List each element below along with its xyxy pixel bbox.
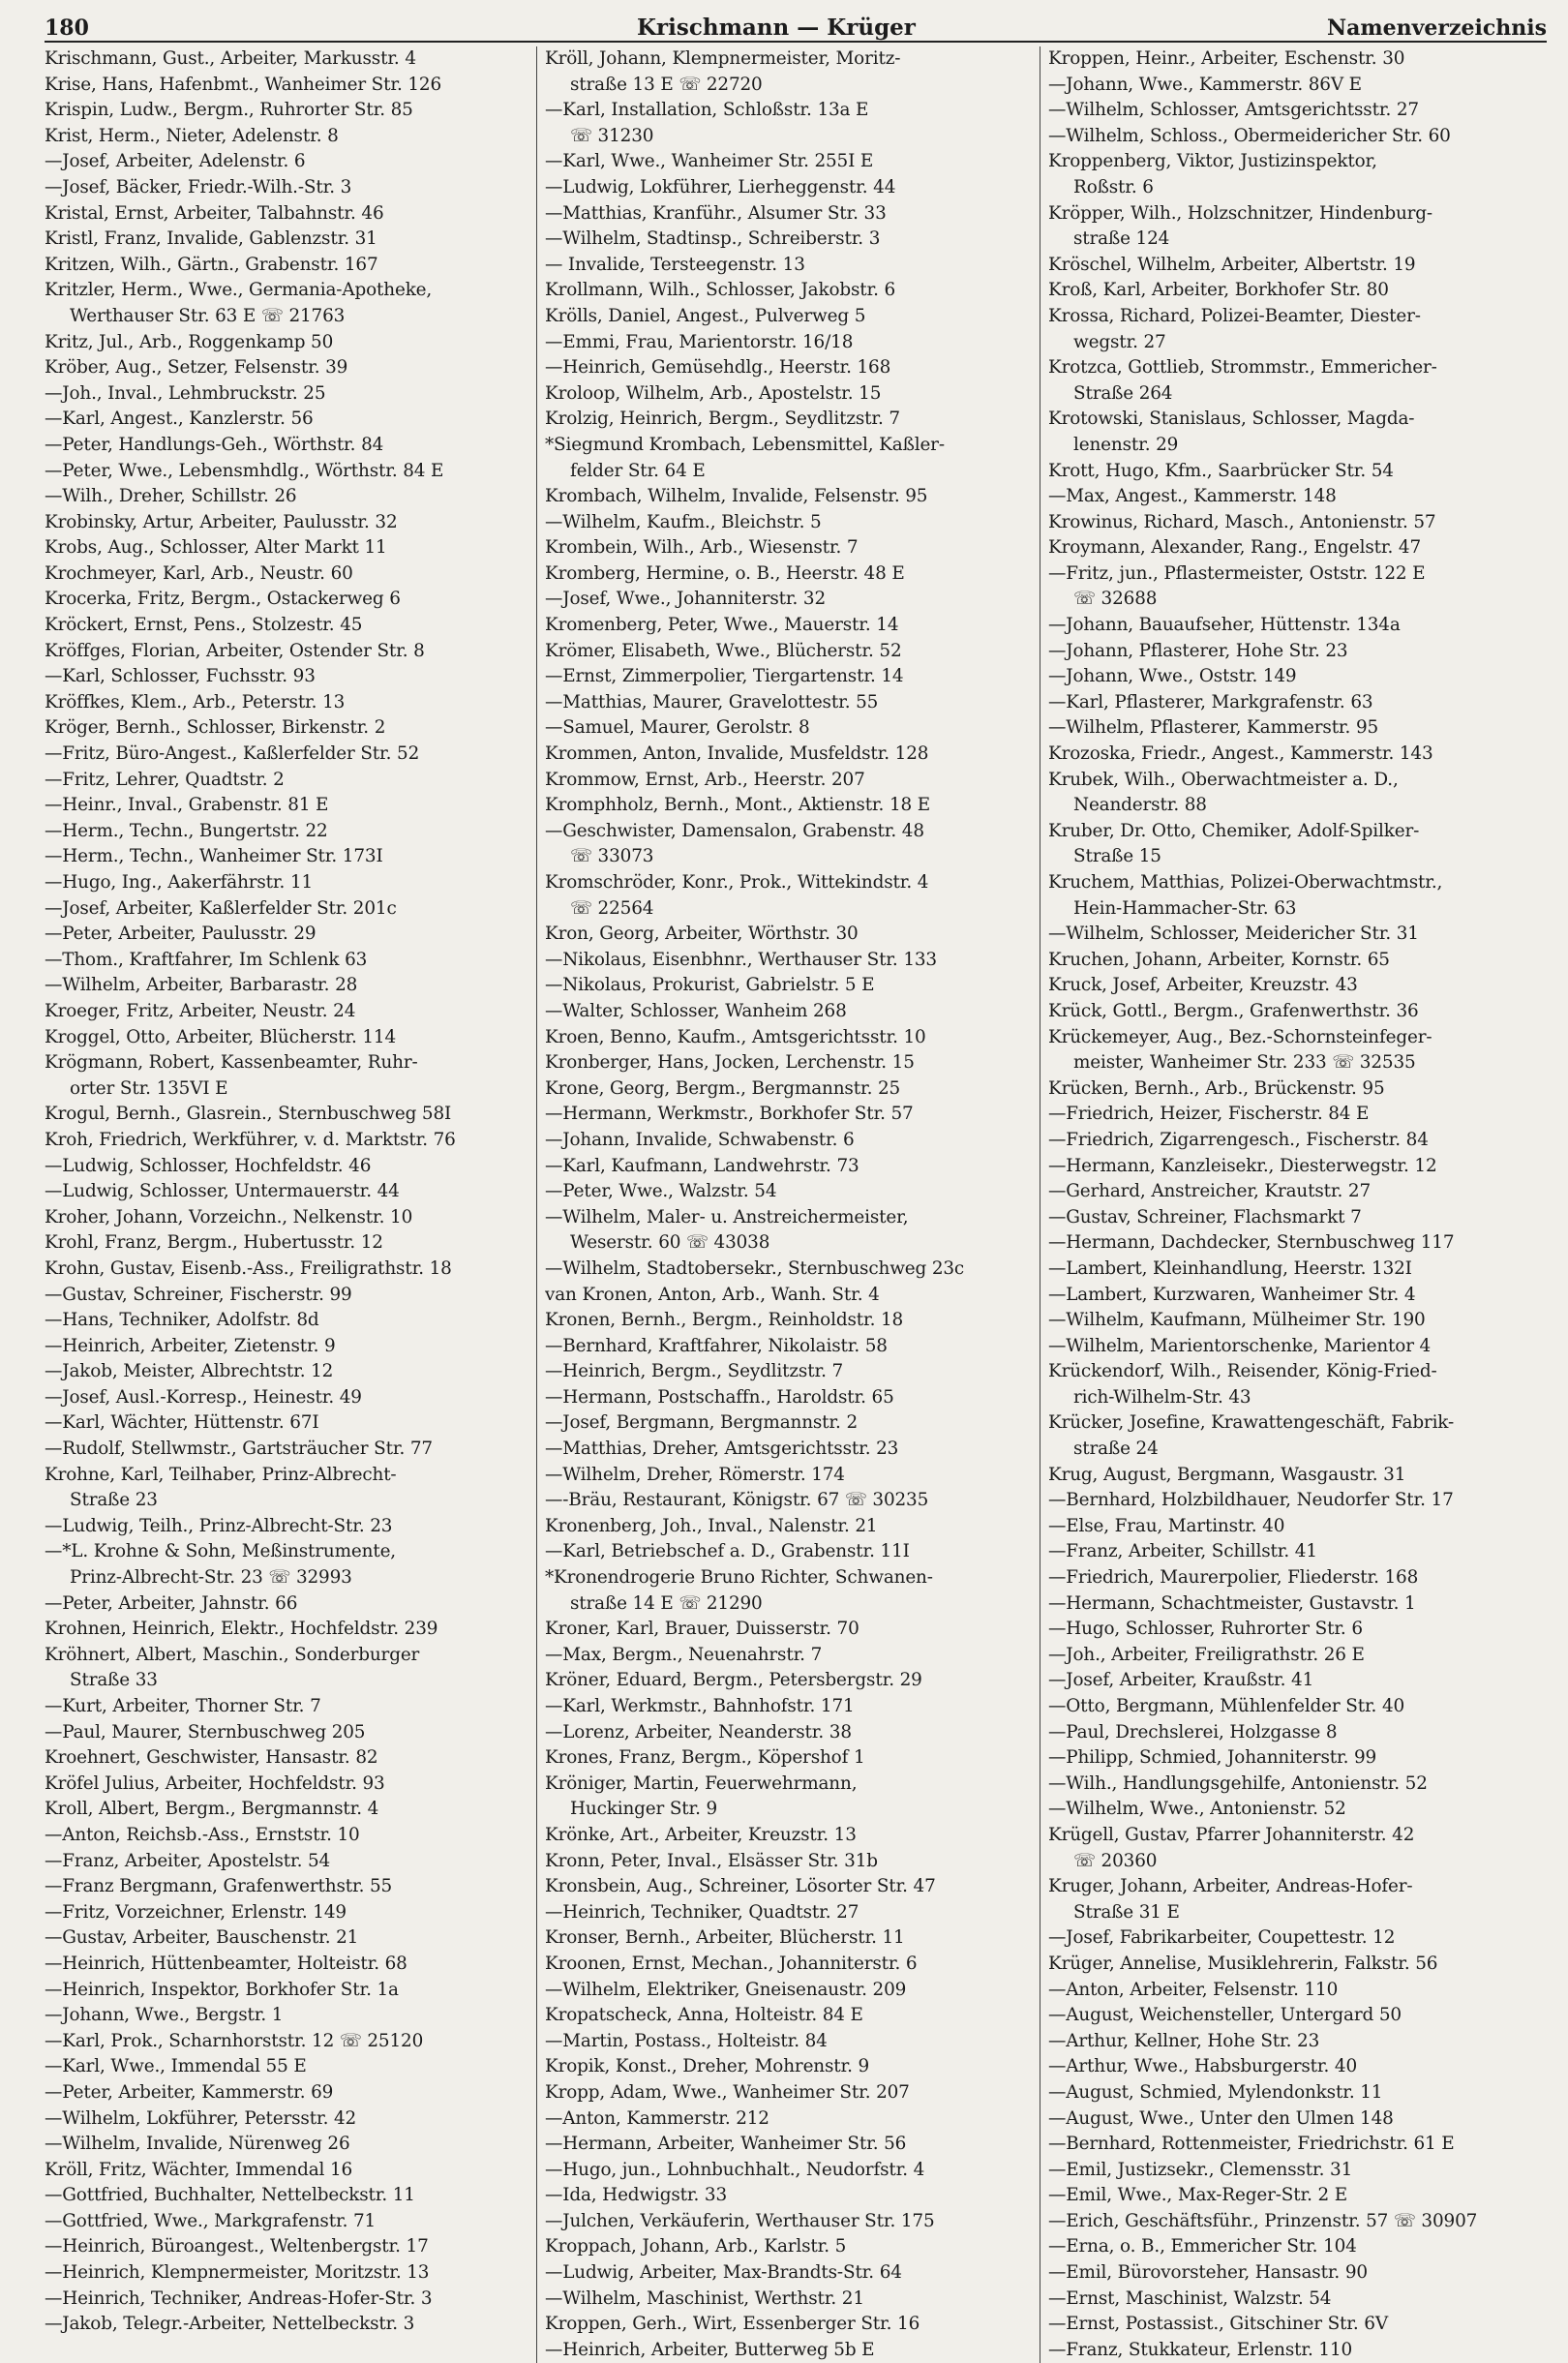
directory-entry-line: Krück, Gottl., Bergm., Grafenwerthstr. 36 [1048,1000,1419,1021]
directory-entry-line: *Siegmund Krombach, Lebensmittel, Kaßler- [545,434,945,455]
directory-entry-line: Kronen, Bernh., Bergm., Reinholdstr. 18 [545,1310,904,1331]
directory-entry-line: Kröniger, Martin, Feuerwehrmann, [545,1772,858,1794]
directory-entry-line: —Josef, Arbeiter, Adelenstr. 6 [45,151,306,172]
directory-entry-line: —Arthur, Kellner, Hohe Str. 23 [1048,2030,1320,2051]
directory-entry-line: —Wilhelm, Schloss., Obermeidericher Str. 60 [1048,125,1451,146]
directory-entry-line: —Josef, Arbeiter, Kraußstr. 41 [1048,1670,1314,1691]
directory-entry-line: Kroymann, Alexander, Rang., Engelstr. 47 [1048,537,1422,559]
directory-entry-line: —Johann, Bauaufseher, Hüttenstr. 134a [1048,615,1401,636]
directory-entry-line: Kropatscheck, Anna, Holteistr. 84 E [545,2005,863,2026]
directory-entry-line: straße 24 [1073,1439,1159,1460]
directory-entry-line: —Karl, Kaufmann, Landwehrstr. 73 [545,1155,859,1176]
directory-entry-line: Kröner, Eduard, Bergm., Petersbergstr. 29 [545,1670,922,1691]
directory-entry-line: —Nikolaus, Eisenbhnr., Werthauser Str. 133 [545,949,937,970]
directory-entry-line: Krolzig, Heinrich, Bergm., Seydlitzstr. 7 [545,409,900,430]
directory-entry-line: —Max, Bergm., Neuenahrstr. 7 [545,1644,823,1665]
directory-entry-line: Krott, Hugo, Kfm., Saarbrücker Str. 54 [1048,460,1394,481]
directory-entry-line: Straße 15 [1073,846,1161,867]
directory-entry-line: —Emil, Wwe., Max-Reger-Str. 2 E [1048,2185,1347,2206]
directory-entry-line: Kroppen, Heinr., Arbeiter, Eschenstr. 30 [1048,48,1405,69]
directory-entry-line: —Friedrich, Maurerpolier, Fliederstr. 168 [1048,1567,1419,1589]
directory-entry-line: Kromberg, Hermine, o. B., Heerstr. 48 E [545,562,905,584]
directory-entry-line: Weserstr. 60 ☏ 43038 [570,1232,770,1254]
directory-entry-line: —Gustav, Schreiner, Flachsmarkt 7 [1048,1206,1362,1227]
directory-entry-line: —Peter, Wwe., Lebensmhdlg., Wörthstr. 84 E [45,460,444,481]
directory-entry-line: —Gottfried, Wwe., Markgrafenstr. 71 [45,2210,377,2231]
directory-entry-line: —Lambert, Kleinhandlung, Heerstr. 132I [1048,1257,1412,1279]
directory-entry-line: lenenstr. 29 [1073,434,1179,455]
directory-entry-line: —Anton, Reichsb.-Ass., Ernststr. 10 [45,1824,360,1845]
directory-entry-line: Straße 31 E [1073,1901,1180,1923]
directory-entry-line: ☏ 22564 [570,897,654,919]
directory-entry-line: —Heinrich, Arbeiter, Butterweg 5b E [545,2339,875,2360]
directory-entry-line: —August, Wwe., Unter den Ulmen 148 [1048,2107,1394,2129]
directory-entry-line: Krücken, Bernh., Arb., Brückenstr. 95 [1048,1077,1385,1099]
directory-entry-line: felder Str. 64 E [570,460,706,481]
directory-entry-line: —Hugo, jun., Lohnbuchhalt., Neudorfstr. 4 [545,2159,925,2180]
directory-entry-line: straße 14 E ☏ 21290 [570,1592,763,1614]
directory-entry-line: Kröll, Johann, Klempnermeister, Moritz- [545,48,901,69]
directory-entry-line: —Friedrich, Zigarrengesch., Fischerstr. 84 [1048,1129,1429,1150]
directory-entry-line: —Hermann, Dachdecker, Sternbuschweg 117 [1048,1232,1455,1254]
directory-entry-line: Krochmeyer, Karl, Arb., Neustr. 60 [45,562,353,584]
directory-entry-line: —Ernst, Postassist., Gitschiner Str. 6V [1048,2314,1388,2335]
directory-entry-line: Kröfel Julius, Arbeiter, Hochfeldstr. 93 [45,1772,385,1794]
directory-entry-line: Krug, August, Bergmann, Wasgaustr. 31 [1048,1464,1406,1485]
directory-entry-line: —Franz, Stukkateur, Erlenstr. 110 [1048,2339,1353,2360]
directory-entry-line: —Franz, Arbeiter, Apostelstr. 54 [45,1850,331,1871]
directory-entry-line: —Emmi, Frau, Marientorstr. 16/18 [545,331,854,352]
directory-entry-line: —Josef, Fabrikarbeiter, Coupettestr. 12 [1048,1927,1396,1949]
directory-entry-line: —Lambert, Kurzwaren, Wanheimer Str. 4 [1048,1284,1416,1305]
directory-entry-line: —Gustav, Arbeiter, Bauschenstr. 21 [45,1927,359,1949]
directory-entry-line: Kropik, Konst., Dreher, Mohrenstr. 9 [545,2056,870,2077]
directory-entry-line: Krögmann, Robert, Kassenbeamter, Ruhr- [45,1052,418,1074]
directory-entry-line: —Bernhard, Kraftfahrer, Nikolaistr. 58 [545,1335,888,1356]
directory-entry-line: Kristl, Franz, Invalide, Gablenzstr. 31 [45,228,377,250]
directory-entry-line: Straße 264 [1073,382,1173,404]
directory-entry-line: —Else, Frau, Martinstr. 40 [1048,1515,1285,1536]
directory-entry-line: —Karl, Pflasterer, Markgrafenstr. 63 [1048,691,1373,712]
directory-entry-line: Krotowski, Stanislaus, Schlosser, Magda- [1048,409,1415,430]
directory-entry-line: —Wilhelm, Stadtobersekr., Sternbuschweg 23c [545,1257,965,1279]
directory-entry-line: Kroppen, Gerh., Wirt, Essenberger Str. 16 [545,2314,920,2335]
directory-entry-line: —Lorenz, Arbeiter, Neanderstr. 38 [545,1721,852,1742]
directory-entry-line: Roßstr. 6 [1073,176,1154,197]
directory-entry-line: Krombein, Wilh., Arb., Wiesenstr. 7 [545,537,859,559]
directory-entry-line: —Heinrich, Arbeiter, Zietenstr. 9 [45,1335,336,1356]
directory-entry-line: —Wilh., Handlungsgehilfe, Antonienstr. 52 [1048,1772,1428,1794]
directory-entry-line: —Friedrich, Heizer, Fischerstr. 84 E [1048,1104,1370,1125]
directory-entry-line: —Wilhelm, Dreher, Römerstr. 174 [545,1464,845,1485]
directory-entry-line: Krohnen, Heinrich, Elektr., Hochfeldstr. 239 [45,1619,438,1640]
directory-entry-line: Krombach, Wilhelm, Invalide, Felsenstr. 95 [545,486,928,507]
directory-entry-line: Krossa, Richard, Polizei-Beamter, Diester- [1048,305,1421,326]
directory-entry-line: —Wilhelm, Schlosser, Amtsgerichtsstr. 27 [1048,100,1419,121]
directory-entry-line: —Martin, Postass., Holteistr. 84 [545,2030,828,2051]
directory-entry-line: Kruber, Dr. Otto, Chemiker, Adolf-Spilker- [1048,820,1420,841]
directory-entry-line: —Hans, Techniker, Adolfstr. 8d [45,1310,319,1331]
directory-entry-line: —Matthias, Kranführ., Alsumer Str. 33 [545,202,887,224]
directory-entry-line: Kroß, Karl, Arbeiter, Borkhofer Str. 80 [1048,280,1389,301]
directory-entry-line: —Bernhard, Holzbildhauer, Neudorfer Str. 17 [1048,1490,1454,1511]
directory-entry-line: —Karl, Installation, Schloßstr. 13a E [545,100,869,121]
directory-entry-line: Kroppenberg, Viktor, Justizinspektor, [1048,151,1377,172]
directory-entry-line: Kritz, Jul., Arb., Roggenkamp 50 [45,331,334,352]
directory-entry-line: Krügell, Gustav, Pfarrer Johanniterstr. 42 [1048,1824,1415,1845]
directory-entry-line: —Peter, Arbeiter, Paulusstr. 29 [45,924,317,945]
page-header [45,8,1547,43]
directory-entry-line: ☏ 32688 [1073,589,1158,610]
directory-entry-line: —Johann, Wwe., Kammerstr. 86V E [1048,74,1362,95]
directory-entry-line: — Invalide, Tersteegenstr. 13 [545,254,805,275]
directory-entry-line: ☏ 33073 [570,846,654,867]
directory-entry-line: —Matthias, Maurer, Gravelottestr. 55 [545,691,879,712]
column-1 [45,46,536,2363]
directory-entry-line: —Bernhard, Rottenmeister, Friedrichstr. 61 E [1048,2134,1455,2155]
directory-entry-line: Kritzen, Wilh., Gärtn., Grabenstr. 167 [45,254,378,275]
directory-entry-line: —Philipp, Schmied, Johanniterstr. 99 [1048,1747,1377,1769]
directory-entry-line: Kritzler, Herm., Wwe., Germania-Apotheke, [45,280,433,301]
directory-entry-line: Kröschel, Wilhelm, Arbeiter, Albertstr. 19 [1048,254,1416,275]
directory-entry-line: —Hugo, Schlosser, Ruhrorter Str. 6 [1048,1619,1363,1640]
directory-entry-line: —Max, Angest., Kammerstr. 148 [1048,486,1337,507]
directory-entry-line: Kruchem, Matthias, Polizei-Oberwachtmstr., [1048,872,1443,893]
directory-entry-line: Kronn, Peter, Inval., Elsässer Str. 31b [545,1850,878,1871]
directory-entry-line: —Samuel, Maurer, Gerolstr. 8 [545,717,810,739]
directory-entry-line: Kronberger, Hans, Jocken, Lerchenstr. 15 [545,1052,915,1074]
directory-entry-line: orter Str. 135VI E [70,1077,228,1099]
directory-entry-line: Huckinger Str. 9 [570,1799,718,1820]
directory-entry-line: —Peter, Arbeiter, Jahnstr. 66 [45,1592,298,1614]
directory-entry-line: Kröber, Aug., Setzer, Felsenstr. 39 [45,357,348,379]
directory-entry-line: —Emil, Bürovorsteher, Hansastr. 90 [1048,2262,1368,2284]
directory-entry-line: —Rudolf, Stellwmstr., Gartsträucher Str. 77 [45,1439,433,1460]
directory-entry-line: Kronsbein, Aug., Schreiner, Lösorter Str. 47 [545,1876,936,1897]
directory-entry-line: —Ludwig, Schlosser, Hochfeldstr. 46 [45,1155,372,1176]
directory-entry-line: Kröffges, Florian, Arbeiter, Ostender Str. 8 [45,640,425,661]
directory-entry-line: Kromenberg, Peter, Wwe., Mauerstr. 14 [545,615,899,636]
directory-entry-line: —Hermann, Arbeiter, Wanheimer Str. 56 [545,2134,907,2155]
directory-entry-line: ☏ 20360 [1073,1850,1158,1871]
directory-entry-line: —Peter, Handlungs-Geh., Wörthstr. 84 [45,434,384,455]
page-title: Krischmann — Krüger [637,15,916,41]
directory-entry-line: Krotzca, Gottlieb, Strommstr., Emmericher- [1048,357,1437,379]
directory-entry-line: —Johann, Wwe., Bergstr. 1 [45,2005,284,2026]
column-3 [1040,46,1547,2363]
directory-entry-line: Krones, Franz, Bergm., Köpershof 1 [545,1747,865,1769]
directory-entry-line: Kruck, Josef, Arbeiter, Kreuzstr. 43 [1048,975,1358,996]
directory-entry-line: Krohne, Karl, Teilhaber, Prinz-Albrecht- [45,1464,397,1485]
directory-entry-line: —Wilh., Dreher, Schillstr. 26 [45,486,297,507]
directory-entry-line: —Karl, Wwe., Immendal 55 E [45,2056,307,2077]
directory-entry-line: Krozoska, Friedr., Angest., Kammerstr. 143 [1048,743,1433,765]
directory-entry-line: Krüger, Annelise, Musiklehrerin, Falkstr. 56 [1048,1953,1438,1974]
directory-entry-line: wegstr. 27 [1073,331,1166,352]
directory-entry-line: —Anton, Kammerstr. 212 [545,2107,769,2129]
directory-entry-line: —Heinrich, Inspektor, Borkhofer Str. 1a [45,1979,399,2000]
directory-entry-line: Straße 23 [70,1490,158,1511]
directory-entry-line: Krollmann, Wilh., Schlosser, Jakobstr. 6 [545,280,896,301]
column-2 [536,46,1040,2363]
directory-entry-line: —-Bräu, Restaurant, Königstr. 67 ☏ 30235 [545,1490,929,1511]
directory-entry-line: Krischmann, Gust., Arbeiter, Markusstr. 4 [45,48,416,69]
section-title: Namenverzeichnis [1327,15,1547,41]
directory-entry-line: Werthauser Str. 63 E ☏ 21763 [70,305,346,326]
directory-entry-line: —Wilhelm, Pflasterer, Kammerstr. 95 [1048,717,1379,739]
directory-entry-line: Krowinus, Richard, Masch., Antonienstr. 57 [1048,511,1436,532]
directory-entry-line: Kruchen, Johann, Arbeiter, Kornstr. 65 [1048,949,1390,970]
directory-entry-line: Kröll, Fritz, Wächter, Immendal 16 [45,2159,353,2180]
directory-entry-line: —Erich, Geschäftsführ., Prinzenstr. 57 ☏ 30907 [1048,2210,1478,2231]
directory-entry-line: —Wilhelm, Schlosser, Meidericher Str. 31 [1048,924,1419,945]
directory-entry-line: —Heinrich, Klempnermeister, Moritzstr. 13 [45,2262,430,2284]
directory-entry-line: Krönke, Art., Arbeiter, Kreuzstr. 13 [545,1824,857,1845]
directory-entry-line: —Geschwister, Damensalon, Grabenstr. 48 [545,820,924,841]
directory-entry-line: —Wilhelm, Lokführer, Petersstr. 42 [45,2107,357,2129]
directory-entry-line: Kröckert, Ernst, Pens., Stolzestr. 45 [45,615,363,636]
directory-entry-line: Kruger, Johann, Arbeiter, Andreas-Hofer- [1048,1876,1413,1897]
directory-entry-line: —Ernst, Zimmerpolier, Tiergartenstr. 14 [545,666,904,687]
directory-entry-line: —Josef, Bergmann, Bergmannstr. 2 [545,1412,858,1434]
directory-entry-line: Kronenberg, Joh., Inval., Nalenstr. 21 [545,1515,878,1536]
directory-entry-line: —Franz, Arbeiter, Schillstr. 41 [1048,1541,1317,1562]
directory-entry-line: Krone, Georg, Bergm., Bergmannstr. 25 [545,1077,901,1099]
directory-entry-line: Krocerka, Fritz, Bergm., Ostackerweg 6 [45,589,401,610]
directory-entry-line: rich-Wilhelm-Str. 43 [1073,1386,1251,1408]
directory-entry-line: —Heinrich, Hüttenbeamter, Holteistr. 68 [45,1953,407,1974]
directory-entry-line: Kroner, Karl, Brauer, Duisserstr. 70 [545,1619,859,1640]
directory-entry-line: Krohl, Franz, Bergm., Hubertusstr. 12 [45,1232,383,1254]
directory-entry-line: —Nikolaus, Prokurist, Gabrielstr. 5 E [545,975,875,996]
directory-entry-line: —Franz Bergmann, Grafenwerthstr. 55 [45,1876,393,1897]
directory-entry-line: —Erna, o. B., Emmericher Str. 104 [1048,2236,1357,2257]
directory-entry-line: Krubek, Wilh., Oberwachtmeister a. D., [1048,769,1399,790]
directory-entry-line: —Ludwig, Teilh., Prinz-Albrecht-Str. 23 [45,1515,393,1536]
directory-entry-line: Kroonen, Ernst, Mechan., Johanniterstr. 6 [545,1953,918,1974]
directory-entry-line: —Jakob, Meister, Albrechtstr. 12 [45,1361,334,1382]
directory-entry-line: Krölls, Daniel, Angest., Pulverweg 5 [545,305,866,326]
directory-entry-line: Kristal, Ernst, Arbeiter, Talbahnstr. 46 [45,202,384,224]
directory-entry-line: —Heinrich, Techniker, Quadtstr. 27 [545,1901,859,1923]
directory-entry-line: —Wilhelm, Kaufm., Bleichstr. 5 [545,511,822,532]
directory-entry-line: —Johann, Wwe., Oststr. 149 [1048,666,1297,687]
directory-entry-line: —Otto, Bergmann, Mühlenfelder Str. 40 [1048,1696,1405,1716]
directory-entry-line: —Karl, Werkmstr., Bahnhofstr. 171 [545,1696,855,1716]
directory-entry-line: —Hermann, Werkmstr., Borkhofer Str. 57 [545,1104,914,1125]
directory-entry-line: —Arthur, Wwe., Habsburgerstr. 40 [1048,2056,1358,2077]
directory-entry-line: —Herm., Techn., Bungertstr. 22 [45,820,328,841]
directory-entry-line: —Karl, Wächter, Hüttenstr. 67I [45,1412,319,1434]
directory-entry-line: Krückendorf, Wilh., Reisender, König-Fried- [1048,1361,1437,1382]
directory-entry-line: —Heinrich, Techniker, Andreas-Hofer-Str. 3 [45,2287,433,2309]
directory-entry-line: —Peter, Arbeiter, Kammerstr. 69 [45,2081,334,2103]
directory-entry-line: —Hugo, Ing., Aakerfährstr. 11 [45,872,314,893]
directory-entry-line: Kröpper, Wilh., Holzschnitzer, Hindenburg- [1048,202,1432,224]
directory-entry-line: Krücker, Josefine, Krawattengeschäft, Fabrik- [1048,1412,1455,1434]
directory-entry-line: —Wilhelm, Invalide, Nürenweg 26 [45,2134,350,2155]
directory-entry-line: —Heinrich, Bergm., Seydlitzstr. 7 [545,1361,844,1382]
directory-entry-line: —Fritz, jun., Pflastermeister, Oststr. 122 E [1048,562,1426,584]
directory-entry-line: —Hermann, Postschaffn., Haroldstr. 65 [545,1386,894,1408]
directory-entry-line: Krobinsky, Artur, Arbeiter, Paulusstr. 32 [45,511,398,532]
directory-entry-line: —Wilhelm, Elektriker, Gneisenaustr. 209 [545,1979,907,2000]
directory-columns [45,46,1547,2363]
directory-entry-line: —Karl, Betriebschef a. D., Grabenstr. 11I [545,1541,910,1562]
directory-entry-line: Kröffkes, Klem., Arb., Peterstr. 13 [45,691,346,712]
directory-entry-line: —Wilhelm, Arbeiter, Barbarastr. 28 [45,975,358,996]
directory-entry-line: Kröger, Bernh., Schlosser, Birkenstr. 2 [45,717,386,739]
directory-entry-line: —Josef, Wwe., Johanniterstr. 32 [545,589,826,610]
directory-entry-line: —Wilhelm, Marientorschenke, Marientor 4 [1048,1335,1432,1356]
directory-entry-line: —Karl, Schlosser, Fuchsstr. 93 [45,666,316,687]
directory-entry-line: —Herm., Techn., Wanheimer Str. 173I [45,846,383,867]
directory-entry-line: Krommow, Ernst, Arb., Heerstr. 207 [545,769,865,790]
directory-entry-line: —Fritz, Vorzeichner, Erlenstr. 149 [45,1901,347,1923]
directory-entry-line: —Johann, Pflasterer, Hohe Str. 23 [1048,640,1348,661]
directory-entry-line: Kroh, Friedrich, Werkführer, v. d. Marktstr. 76 [45,1129,456,1150]
directory-entry-line: —Josef, Arbeiter, Kaßlerfelder Str. 201c [45,897,397,919]
directory-entry-line: —Joh., Arbeiter, Freiligrathstr. 26 E [1048,1644,1365,1665]
directory-entry-line: —Wilhelm, Wwe., Antonienstr. 52 [1048,1799,1346,1820]
directory-entry-line: *Kronendrogerie Bruno Richter, Schwanen- [545,1567,933,1589]
directory-entry-line: —Paul, Maurer, Sternbuschweg 205 [45,1721,366,1742]
directory-entry-line: —Gustav, Schreiner, Fischerstr. 99 [45,1284,352,1305]
directory-entry-line: Kroehnert, Geschwister, Hansastr. 82 [45,1747,378,1769]
directory-entry-line: —Fritz, Büro-Angest., Kaßlerfelder Str. 52 [45,743,420,765]
directory-entry-line: —Matthias, Dreher, Amtsgerichtsstr. 23 [545,1439,899,1460]
directory-entry-line: —Wilhelm, Maler- u. Anstreichermeister, [545,1206,909,1227]
directory-entry-line: —Gerhard, Anstreicher, Krautstr. 27 [1048,1181,1371,1202]
directory-entry-line: Prinz-Albrecht-Str. 23 ☏ 32993 [70,1567,352,1589]
directory-entry-line: Krobs, Aug., Schlosser, Alter Markt 11 [45,537,387,559]
directory-entry-line: —Wilhelm, Stadtinsp., Schreiberstr. 3 [545,228,881,250]
directory-entry-line: Krogul, Bernh., Glasrein., Sternbuschweg 58I [45,1104,452,1125]
directory-entry-line: —Karl, Angest., Kanzlerstr. 56 [45,409,314,430]
directory-entry-line: Kropp, Adam, Wwe., Wanheimer Str. 207 [545,2081,910,2103]
directory-entry-line: Kroher, Johann, Vorzeichn., Nelkenstr. 10 [45,1206,413,1227]
directory-entry-line: Kron, Georg, Arbeiter, Wörthstr. 30 [545,924,859,945]
directory-entry-line: —Karl, Wwe., Wanheimer Str. 255I E [545,151,874,172]
directory-entry-line: Kroloop, Wilhelm, Arb., Apostelstr. 15 [545,382,882,404]
directory-entry-line: Neanderstr. 88 [1073,795,1207,816]
directory-entry-line: Kroen, Benno, Kaufm., Amtsgerichtsstr. 10 [545,1026,926,1047]
directory-entry-line: —Heinrich, Gemüsehdlg., Heerstr. 168 [545,357,891,379]
directory-entry-line: ☏ 31230 [570,125,654,146]
directory-entry-line: —Fritz, Lehrer, Quadtstr. 2 [45,769,285,790]
directory-entry-line: —Joh., Inval., Lehmbruckstr. 25 [45,382,326,404]
directory-entry-line: —Heinrich, Büroangest., Weltenbergstr. 17 [45,2236,429,2257]
directory-entry-line: —Gottfried, Buchhalter, Nettelbeckstr. 11 [45,2185,415,2206]
directory-entry-line: straße 13 E ☏ 22720 [570,74,763,95]
directory-entry-line: —Ida, Hedwigstr. 33 [545,2185,728,2206]
directory-entry-line: Kroll, Albert, Bergm., Bergmannstr. 4 [45,1799,379,1820]
directory-entry-line: —Ludwig, Lokführer, Lierheggenstr. 44 [545,176,896,197]
directory-entry-line: Krispin, Ludw., Bergm., Ruhrorter Str. 85 [45,100,413,121]
directory-entry-line: —Anton, Arbeiter, Felsenstr. 110 [1048,1979,1339,2000]
directory-entry-line: —Paul, Drechslerei, Holzgasse 8 [1048,1721,1338,1742]
directory-entry-line: Krohn, Gustav, Eisenb.-Ass., Freiligrathstr. 18 [45,1257,452,1279]
directory-entry-line: van Kronen, Anton, Arb., Wanh. Str. 4 [545,1284,880,1305]
directory-entry-line: Krise, Hans, Hafenbmt., Wanheimer Str. 126 [45,74,442,95]
directory-entry-line: Kromschröder, Konr., Prok., Wittekindstr. 4 [545,872,929,893]
directory-entry-line: —Hermann, Schachtmeister, Gustavstr. 1 [1048,1592,1416,1614]
directory-entry-line: —Ludwig, Arbeiter, Max-Brandts-Str. 64 [545,2262,902,2284]
directory-entry-line: —Heinr., Inval., Grabenstr. 81 E [45,795,329,816]
directory-entry-line: —Josef, Ausl.-Korresp., Heinestr. 49 [45,1386,362,1408]
directory-entry-line: —August, Schmied, Mylendonkstr. 11 [1048,2081,1383,2103]
directory-entry-line: Krist, Herm., Nieter, Adelenstr. 8 [45,125,339,146]
directory-entry-line: —Josef, Bäcker, Friedr.-Wilh.-Str. 3 [45,176,352,197]
directory-entry-line: —Ernst, Maschinist, Walzstr. 54 [1048,2287,1332,2309]
directory-entry-line: Kroggel, Otto, Arbeiter, Blücherstr. 114 [45,1026,397,1047]
directory-entry-line: —Wilhelm, Kaufmann, Mülheimer Str. 190 [1048,1310,1426,1331]
directory-entry-line: —August, Weichensteller, Untergard 50 [1048,2005,1402,2026]
directory-entry-line: Kroppach, Johann, Arb., Karlstr. 5 [545,2236,847,2257]
page-number: 180 [45,15,89,41]
directory-entry-line: meister, Wanheimer Str. 233 ☏ 32535 [1073,1052,1416,1074]
directory-entry-line: —Julchen, Verkäuferin, Werthauser Str. 175 [545,2210,935,2231]
directory-entry-line: —Ludwig, Schlosser, Untermauerstr. 44 [45,1181,400,1202]
directory-entry-line: Hein-Hammacher-Str. 63 [1073,897,1297,919]
directory-entry-line: —Johann, Invalide, Schwabenstr. 6 [545,1129,855,1150]
directory-entry-line: —Kurt, Arbeiter, Thorner Str. 7 [45,1696,321,1716]
directory-entry-line: Krommen, Anton, Invalide, Musfeldstr. 128 [545,743,929,765]
directory-entry-line: —Thom., Kraftfahrer, Im Schlenk 63 [45,949,368,970]
directory-entry-line: straße 124 [1073,228,1170,250]
directory-entry-line: —Emil, Justizsekr., Clemensstr. 31 [1048,2159,1353,2180]
directory-entry-line: —Karl, Prok., Scharnhorststr. 12 ☏ 25120 [45,2030,424,2051]
directory-entry-line: Kroeger, Fritz, Arbeiter, Neustr. 24 [45,1000,356,1021]
directory-entry-line: —*L. Krohne & Sohn, Meßinstrumente, [45,1541,397,1562]
directory-entry-line: Kronser, Bernh., Arbeiter, Blücherstr. 11 [545,1927,905,1949]
directory-entry-line: Straße 33 [70,1670,158,1691]
directory-entry-line: Krückemeyer, Aug., Bez.-Schornsteinfeger- [1048,1026,1432,1047]
directory-entry-line: —Hermann, Kanzleisekr., Diesterwegstr. 12 [1048,1155,1437,1176]
directory-entry-line: —Wilhelm, Maschinist, Werthstr. 21 [545,2287,864,2309]
directory-entry-line: Krömer, Elisabeth, Wwe., Blücherstr. 52 [545,640,902,661]
directory-entry-line: Kromphholz, Bernh., Mont., Aktienstr. 18 E [545,795,931,816]
directory-entry-line: —Walter, Schlosser, Wanheim 268 [545,1000,847,1021]
directory-entry-line: Kröhnert, Albert, Maschin., Sonderburger [45,1644,420,1665]
directory-entry-line: —Peter, Wwe., Walzstr. 54 [545,1181,777,1202]
directory-entry-line: —Jakob, Telegr.-Arbeiter, Nettelbeckstr. 3 [45,2314,415,2335]
